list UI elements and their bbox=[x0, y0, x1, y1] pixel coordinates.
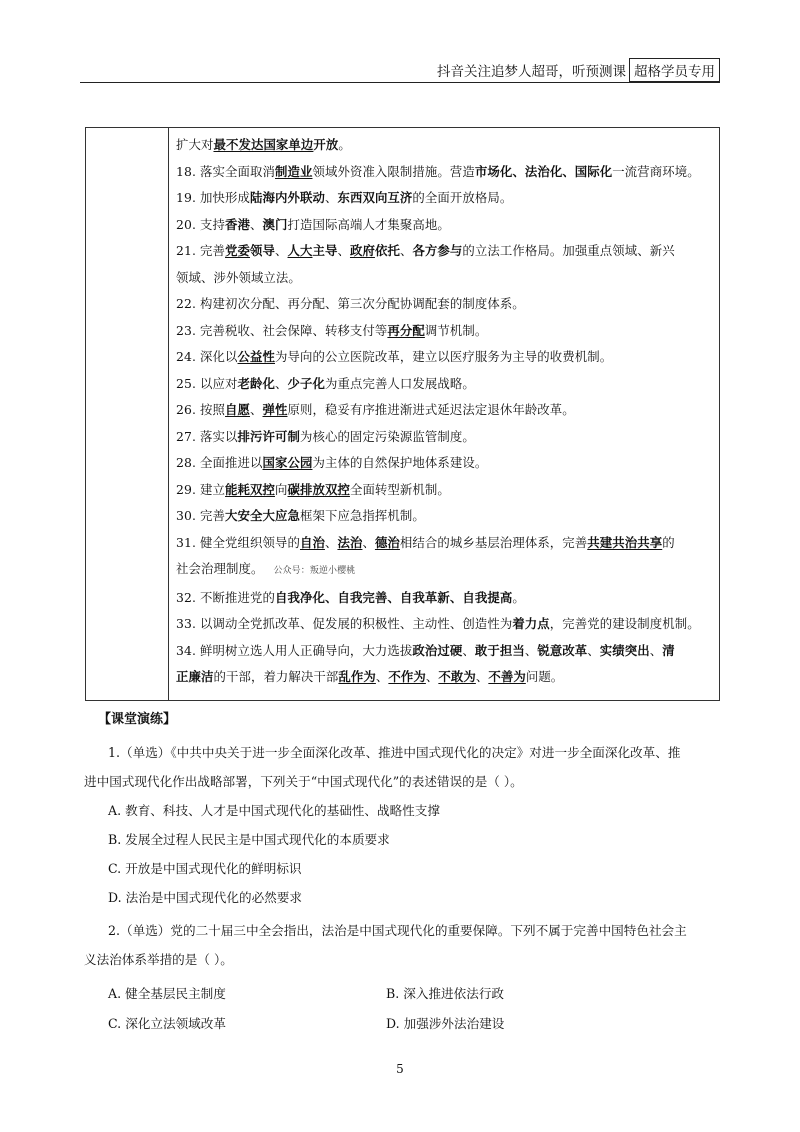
question-1-stem-line-1: 1.（单选）《中共中央关于进一步全面深化改革、推进中国式现代化的决定》对进一步全面深化改革、推 bbox=[108, 745, 681, 760]
row-text-segment: 香港 bbox=[225, 216, 251, 232]
table-row bbox=[176, 185, 712, 212]
row-text-segment: 29. 建立 bbox=[176, 481, 226, 497]
row-text-segment: 、 bbox=[475, 669, 489, 684]
row-text-segment: 、 bbox=[250, 402, 263, 417]
row-text-segment: 27. 落实以 bbox=[176, 428, 238, 444]
row-text-segment: 乱作为 bbox=[338, 669, 376, 684]
row-text-segment: 不敢为 bbox=[438, 669, 476, 684]
table-row bbox=[176, 159, 712, 186]
question-1 bbox=[84, 738, 724, 912]
row-text-segment: 弹性 bbox=[262, 402, 288, 417]
row-text-segment: 人大 bbox=[287, 243, 313, 258]
row-text-segment: 国家公园 bbox=[262, 455, 313, 470]
row-text-segment: 、 bbox=[524, 642, 538, 658]
row-text-segment: ，完善党的建设制度机制。 bbox=[549, 616, 700, 631]
row-text-segment: 政府 bbox=[349, 243, 375, 258]
table-row bbox=[176, 585, 712, 612]
table-row bbox=[176, 265, 712, 292]
watermark-note: 公众号：叛逆小樱桃 bbox=[273, 566, 356, 576]
row-text-segment: 、 bbox=[362, 534, 375, 550]
row-text-segment: 、 bbox=[275, 375, 288, 391]
row-text-segment: 政治过硬 bbox=[412, 642, 463, 658]
row-text-segment: 公益性 bbox=[237, 349, 275, 364]
table-row bbox=[176, 664, 712, 691]
question-2-option-c[interactable]: C. 深化立法领域改革 bbox=[108, 1016, 226, 1031]
row-text-segment: 。 bbox=[338, 137, 351, 152]
row-text-segment: 30. 完善 bbox=[176, 508, 226, 523]
table-content-cell bbox=[176, 132, 712, 691]
row-text-segment: 、 bbox=[324, 190, 338, 205]
table-row bbox=[176, 132, 712, 159]
row-text-segment: 澳门 bbox=[262, 216, 288, 232]
question-1-option-c[interactable]: C. 开放是中国式现代化的鲜明标识 bbox=[108, 861, 302, 876]
row-text-segment: 原则，稳妥有序推进渐进式延迟法定退休年龄改革。 bbox=[287, 402, 575, 417]
row-text-segment: 东西双向互济 bbox=[337, 190, 413, 205]
table-column-divider bbox=[168, 128, 169, 700]
row-text-segment: 领域、涉外领域立法。 bbox=[176, 269, 301, 285]
row-text-segment: 一流营商环境。 bbox=[612, 163, 700, 179]
table-row bbox=[176, 638, 712, 665]
row-text-segment: 、 bbox=[324, 534, 338, 550]
row-text-segment: 主导 bbox=[312, 243, 338, 258]
row-text-segment: 领域外资准入限制措施。营造 bbox=[312, 163, 475, 179]
row-text-segment: 碳排放双控 bbox=[287, 481, 350, 497]
row-text-segment: 不作为 bbox=[388, 669, 426, 684]
question-2-option-d[interactable]: D. 加强涉外法治建设 bbox=[386, 1016, 505, 1031]
question-2 bbox=[84, 916, 724, 974]
row-text-segment: 不善为 bbox=[488, 669, 526, 684]
table-row bbox=[176, 556, 712, 585]
row-text-segment: 调节机制。 bbox=[424, 322, 488, 338]
row-text-segment: 33. 以调动全党抓改革、促发展的积极性、主动性、创造性为 bbox=[176, 616, 513, 631]
row-text-segment: 、 bbox=[649, 642, 663, 658]
row-text-segment: 再分配 bbox=[387, 322, 425, 338]
row-text-segment: 32. 不断推进党的 bbox=[176, 589, 275, 605]
table-row bbox=[176, 371, 712, 398]
row-text-segment: 领导 bbox=[250, 243, 275, 258]
table-row bbox=[176, 450, 712, 477]
question-2-option-a[interactable]: A. 健全基层民主制度 bbox=[108, 986, 226, 1001]
row-text-segment: 。 bbox=[512, 589, 525, 605]
row-text-segment: 大安全大应急 bbox=[225, 508, 300, 523]
row-text-segment: 22. 构建初次分配、再分配、第三次分配协调配套的制度体系。 bbox=[176, 296, 525, 311]
row-text-segment: 党委 bbox=[225, 243, 251, 258]
row-text-segment: 24. 深化以 bbox=[176, 349, 238, 364]
table-row bbox=[176, 397, 712, 424]
row-text-segment: 法治 bbox=[337, 534, 363, 550]
row-text-segment: 陆海内外联动 bbox=[250, 190, 325, 205]
question-1-option-d[interactable]: D. 法治是中国式现代化的必然要求 bbox=[108, 890, 302, 905]
row-text-segment: 为导向的公立医院改革，建立以医疗服务为主导的收费机制。 bbox=[275, 349, 613, 364]
table-row bbox=[176, 318, 712, 345]
table-row bbox=[176, 424, 712, 451]
row-text-segment: 21. 完善 bbox=[176, 243, 226, 258]
table-row bbox=[176, 291, 712, 318]
content-table bbox=[85, 127, 720, 701]
table-row bbox=[176, 530, 712, 557]
row-text-segment: 的干部，着力解决干部 bbox=[213, 669, 339, 684]
row-text-segment: 市场化、法治化、国际化 bbox=[474, 163, 613, 179]
row-text-segment: 为核心的固定污染源监管制度。 bbox=[299, 428, 475, 444]
row-text-segment: 最不发达国家单边 bbox=[213, 137, 314, 152]
row-text-segment: 制造业 bbox=[275, 163, 313, 179]
row-text-segment: 问题。 bbox=[525, 669, 564, 684]
row-text-segment: 排污许可制 bbox=[237, 428, 300, 444]
row-text-segment: 25. 以应对 bbox=[176, 375, 238, 391]
row-text-segment: 、 bbox=[337, 243, 350, 258]
row-text-segment: 敢于担当 bbox=[474, 642, 525, 658]
table-row bbox=[176, 238, 712, 265]
header-rule bbox=[80, 82, 720, 83]
row-text-segment: 打造国际高端人才集聚高地。 bbox=[287, 216, 450, 232]
table-row bbox=[176, 477, 712, 504]
row-text-segment: 全面转型新机制。 bbox=[349, 481, 450, 497]
row-text-segment: 开放 bbox=[313, 137, 339, 152]
row-text-segment: 锐意改革 bbox=[537, 642, 588, 658]
row-text-segment: 社会治理制度。 bbox=[176, 561, 264, 576]
row-text-segment: 的立法工作格局。加强重点领域、新兴 bbox=[462, 243, 675, 258]
row-text-segment: 自愿 bbox=[225, 402, 251, 417]
table-row bbox=[176, 611, 712, 638]
row-text-segment: 、 bbox=[275, 243, 288, 258]
table-row bbox=[176, 212, 712, 239]
row-text-segment: 框架下应急指挥机制。 bbox=[299, 508, 425, 523]
row-text-segment: 向 bbox=[275, 481, 288, 497]
row-text-segment: 的全面开放格局。 bbox=[412, 190, 513, 205]
header-text: 抖音关注追梦人超哥，听预测课 bbox=[437, 64, 626, 80]
row-text-segment: 、 bbox=[375, 669, 389, 684]
row-text-segment: 23. 完善税收、社会保障、转移支付等 bbox=[176, 322, 388, 338]
page-number: 5 bbox=[396, 1062, 404, 1076]
row-text-segment: 为重点完善人口发展战略。 bbox=[324, 375, 475, 391]
row-text-segment: 相结合的城乡基层治理体系，完善 bbox=[399, 534, 588, 550]
question-2-option-b[interactable]: B. 深入推进依法行政 bbox=[386, 986, 505, 1001]
section-title: 【课堂演练】 bbox=[98, 712, 177, 727]
question-1-option-a[interactable]: A. 教育、科技、人才是中国式现代化的基础性、战略性支撑 bbox=[108, 803, 440, 818]
row-text-segment: 的 bbox=[662, 534, 675, 550]
row-text-segment: 老龄化 bbox=[237, 375, 275, 391]
question-1-option-b[interactable]: B. 发展全过程人民民主是中国式现代化的本质要求 bbox=[108, 832, 390, 847]
row-text-segment: 依托 bbox=[374, 243, 400, 258]
row-text-segment: 26. 按照 bbox=[176, 402, 226, 417]
row-text-segment: 扩大对 bbox=[176, 137, 214, 152]
row-text-segment: 、 bbox=[250, 216, 263, 232]
row-text-segment: 、 bbox=[399, 243, 413, 258]
row-text-segment: 18. 落实全面取消 bbox=[176, 163, 275, 179]
row-text-segment: 20. 支持 bbox=[176, 216, 226, 232]
row-text-segment: 19. 加快形成 bbox=[176, 190, 251, 205]
question-2-stem-line-1: 2.（单选）党的二十届三中全会指出，法治是中国式现代化的重要保障。下列不属于完善中国特色社会主 bbox=[108, 923, 687, 938]
row-text-segment: 、 bbox=[462, 642, 475, 658]
row-text-segment: 自我净化、自我完善、自我革新、自我提高 bbox=[275, 589, 513, 605]
row-text-segment: 德治 bbox=[374, 534, 400, 550]
row-text-segment: 、 bbox=[587, 642, 600, 658]
row-text-segment: 28. 全面推进以 bbox=[176, 455, 263, 470]
row-text-segment: 共建共治共享 bbox=[587, 534, 663, 550]
row-text-segment: 着力点 bbox=[512, 616, 550, 631]
row-text-segment: 为主体的自然保护地体系建设。 bbox=[312, 455, 488, 470]
row-text-segment: 正廉洁 bbox=[176, 669, 214, 684]
row-text-segment: 、 bbox=[425, 669, 439, 684]
table-row bbox=[176, 344, 712, 371]
page-header bbox=[437, 58, 720, 82]
row-text-segment: 34. 鲜明树立选人用人正确导向，大力选拔 bbox=[176, 642, 413, 658]
header-brand-box: 超格学员专用 bbox=[629, 58, 720, 82]
row-text-segment: 能耗双控 bbox=[225, 481, 275, 497]
question-1-stem-line-2: 进中国式现代化作出战略部署，下列关于“中国式现代化”的表述错误的是（ ）。 bbox=[84, 774, 523, 789]
row-text-segment: 各方参与 bbox=[412, 243, 463, 258]
question-2-stem-line-2: 义法治体系举措的是（ ）。 bbox=[84, 952, 233, 967]
row-text-segment: 实绩突出 bbox=[599, 642, 650, 658]
row-text-segment: 自治 bbox=[299, 534, 325, 550]
table-row bbox=[176, 503, 712, 530]
row-text-segment: 清 bbox=[662, 642, 675, 658]
row-text-segment: 少子化 bbox=[287, 375, 325, 391]
row-text-segment: 31. 健全党组织领导的 bbox=[176, 534, 300, 550]
